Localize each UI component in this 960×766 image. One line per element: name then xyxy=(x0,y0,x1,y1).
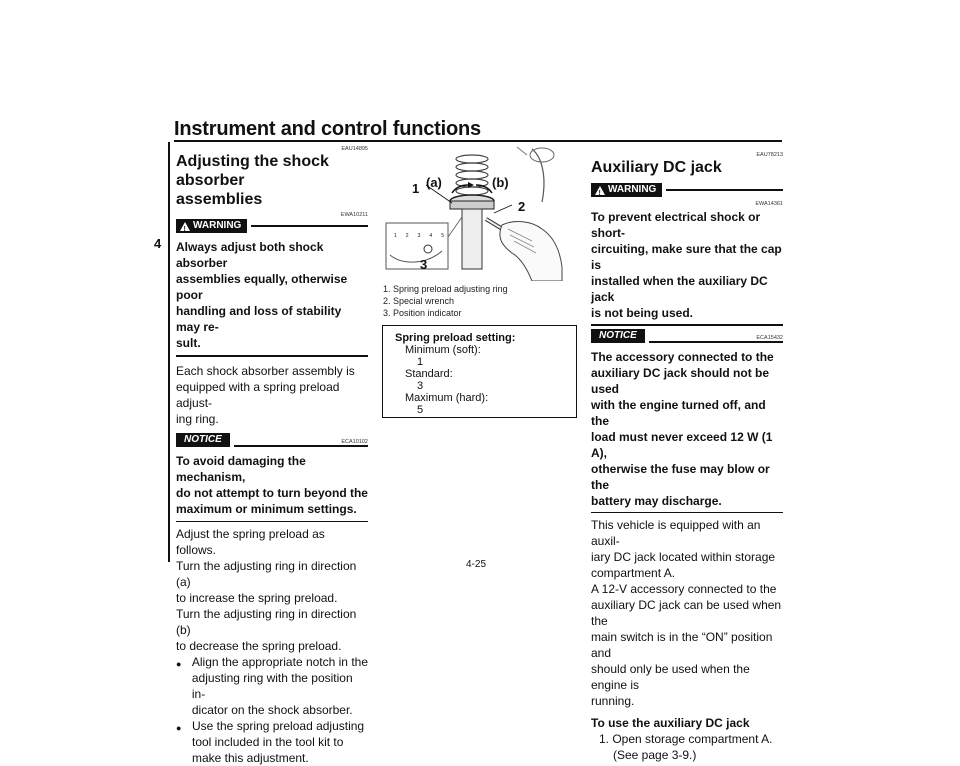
notice-banner: NOTICE ECA10102 xyxy=(176,433,368,447)
warning-end-rule xyxy=(176,355,368,357)
chapter-tab-bar xyxy=(168,142,170,562)
notice-text: The accessory connected to the auxiliary DC jack should not be used with the engine turned off, and the load must never exceed 12 W (1 A), otherwise the fuse may blow or the battery may discharge. xyxy=(591,349,774,508)
figure-label-3: 3 xyxy=(420,257,428,272)
spec-title: Spring preload setting: xyxy=(395,332,516,344)
jack-description: This vehicle is equipped with an auxil- iary DC jack located within storage compartment A. A 12-V accessory connected to the auxiliary DC jack can be used when the main switch is in the “ON” position and should only be used when the engine is running. xyxy=(591,518,782,708)
figure-label-1: 1 xyxy=(412,181,420,196)
intro-text: Each shock absorber assembly is equipped with a spring preload adjust- ing ring. xyxy=(176,363,355,426)
bullet-item: ● Use the spring preload adjusting tool included in the tool kit to make this adjustment. xyxy=(176,719,365,765)
notice-text: To avoid damaging the mechanism, do not attempt to turn beyond the maximum or minimum settings. xyxy=(176,453,368,516)
section-code: EAU78213 xyxy=(756,152,783,158)
section-code: EAU14895 xyxy=(341,146,368,152)
spring-preload-spec-box: Spring preload setting: Minimum (soft): 1 Standard: 3 Maximum (hard): 5 xyxy=(382,325,577,418)
warning-end-rule xyxy=(591,324,783,326)
preload-scale: 1 2 3 4 5 xyxy=(394,233,444,239)
warning-banner: ! WARNING xyxy=(591,183,783,197)
bullet-icon: ● xyxy=(176,659,182,669)
header-rule xyxy=(174,140,782,142)
warning-code: EWA14361 xyxy=(755,201,783,207)
figure-label-b: (b) xyxy=(492,175,509,190)
section-heading: Auxiliary DC jack xyxy=(591,159,722,176)
warning-triangle-icon: ! xyxy=(595,186,605,195)
bullet-item: ● Align the appropriate notch in the adjusting ring with the position in- dicator on the shock absorber. xyxy=(176,655,368,717)
shock-absorber-figure xyxy=(382,147,576,281)
warning-banner: ! WARNING xyxy=(176,219,368,233)
page-header-title: Instrument and control functions xyxy=(174,118,481,140)
shock-absorber-illustration xyxy=(382,147,576,281)
notice-end-rule xyxy=(591,512,783,514)
warning-triangle-icon: ! xyxy=(180,222,190,231)
section-heading: Adjusting the shock absorber assemblies xyxy=(176,153,329,208)
figure-label-a: (a) xyxy=(426,175,442,190)
chapter-tab-number: 4 xyxy=(154,236,162,251)
notice-banner: NOTICE ECA15432 xyxy=(591,329,783,343)
step-1: 1. Open storage compartment A. (See page 3-9.) xyxy=(599,732,773,762)
notice-end-rule xyxy=(176,521,368,523)
subheading: To use the auxiliary DC jack xyxy=(591,716,750,730)
page-number: 4-25 xyxy=(466,559,487,570)
warning-code: EWA10211 xyxy=(340,212,368,218)
adjust-steps: Adjust the spring preload as follows. Turn the adjusting ring in direction (a) to increase the spring preload. Turn the adjusting ring in direction (b) to decrease the spring preload. xyxy=(176,527,357,653)
left-column xyxy=(176,146,368,766)
warning-text: Always adjust both shock absorber assemblies equally, otherwise poor handling and loss of stability may re- sult. xyxy=(176,240,348,350)
bullet-icon: ● xyxy=(176,723,182,733)
figure-captions: 1. Spring preload adjusting ring 2. Special wrench 3. Position indicator xyxy=(383,284,508,318)
figure-label-2: 2 xyxy=(518,199,526,214)
warning-text: To prevent electrical shock or short- circuiting, make sure that the cap is installed when the auxiliary DC jack is not being used. xyxy=(591,210,782,320)
right-column xyxy=(591,152,783,763)
